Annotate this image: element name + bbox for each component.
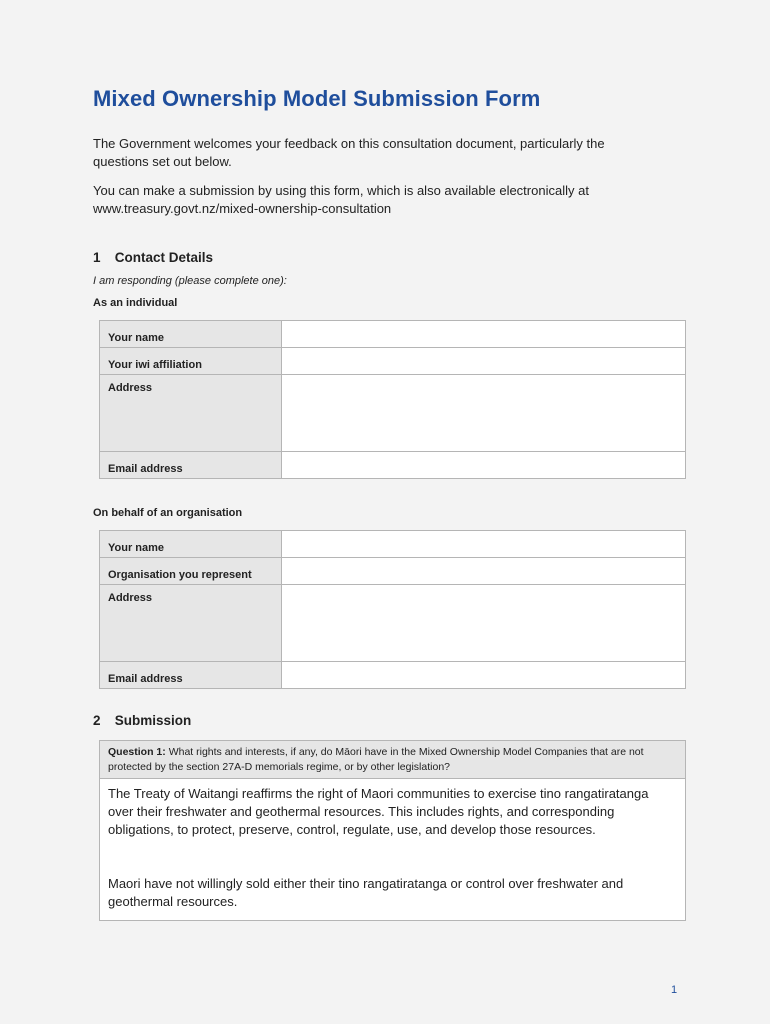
table-row <box>100 321 686 348</box>
field-label: Your name <box>100 321 282 348</box>
organisation-contact-table <box>99 530 686 689</box>
section-title: Contact Details <box>114 250 214 265</box>
field-label: Email address <box>100 662 282 689</box>
responding-note: I am responding (please complete one): <box>93 275 287 287</box>
section-title: Submission <box>114 713 192 728</box>
field-label: Organisation you represent <box>100 558 282 585</box>
table-row <box>100 662 686 689</box>
question-1-box <box>99 740 686 921</box>
individual-name-field[interactable] <box>282 321 686 348</box>
answer-field[interactable] <box>100 779 685 920</box>
organisation-address-field[interactable] <box>282 585 686 662</box>
individual-label: As an individual <box>93 297 178 309</box>
answer-paragraph-1: The Treaty of Waitangi reaffirms the right of Maori communities to exercise tino rangatiratanga over their freshwater and geothermal resources. This includes rights, and corresponding obligations, to protect, preserve, control, regulate, use, and develop those resources. <box>108 786 649 837</box>
field-label: Email address <box>100 452 282 479</box>
question-header <box>100 741 685 779</box>
individual-email-field[interactable] <box>282 452 686 479</box>
individual-address-field[interactable] <box>282 375 686 452</box>
section-number: 1 <box>93 250 101 265</box>
question-text: What rights and interests, if any, do Māori have in the Mixed Ownership Model Companies that are not protected by the section 27A-D memorials regime, or by other legislation? <box>108 746 644 773</box>
table-row <box>100 375 686 452</box>
section-number: 2 <box>93 713 101 728</box>
intro-paragraph-2: You can make a submission by using this form, which is also available electronically at www.treasury.govt.nz/mixed-ownership-consultation <box>93 183 589 216</box>
page-number: 1 <box>671 984 678 996</box>
field-label: Address <box>100 585 282 662</box>
table-row <box>100 531 686 558</box>
field-label: Your iwi affiliation <box>100 348 282 375</box>
individual-contact-table <box>99 320 686 479</box>
question-label: Question 1: <box>108 746 166 758</box>
field-label: Your name <box>100 531 282 558</box>
table-row <box>100 348 686 375</box>
organisation-email-field[interactable] <box>282 662 686 689</box>
organisation-represent-field[interactable] <box>282 558 686 585</box>
section-heading-contact <box>93 250 213 265</box>
organisation-name-field[interactable] <box>282 531 686 558</box>
table-row <box>100 558 686 585</box>
paragraph-gap <box>108 839 677 875</box>
table-row <box>100 585 686 662</box>
intro-paragraph-1: The Government welcomes your feedback on this consultation document, particularly the questions set out below. <box>93 136 605 169</box>
answer-paragraph-2: Maori have not willingly sold either their tino rangatiratanga or control over freshwater and geothermal resources. <box>108 876 624 909</box>
individual-iwi-field[interactable] <box>282 348 686 375</box>
field-label: Address <box>100 375 282 452</box>
page-title: Mixed Ownership Model Submission Form <box>93 86 541 111</box>
organisation-label: On behalf of an organisation <box>93 507 243 519</box>
section-heading-submission <box>93 713 191 728</box>
table-row <box>100 452 686 479</box>
